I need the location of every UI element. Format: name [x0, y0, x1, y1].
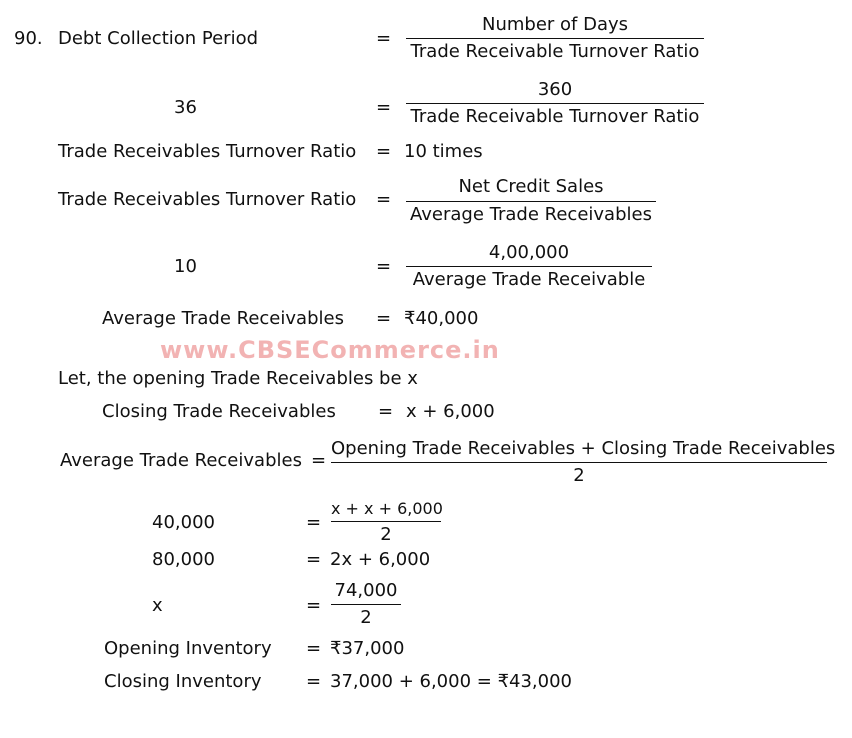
fraction-bar — [406, 266, 652, 267]
average-trade-receivables-label: Average Trade Receivables — [102, 308, 344, 329]
rhs-value: 10 times — [404, 141, 483, 162]
trade-receivables-turnover-ratio-label: Trade Receivables Turnover Ratio — [58, 141, 357, 162]
fraction-numerator: Net Credit Sales — [458, 176, 604, 197]
equals-sign: = — [376, 97, 392, 118]
fraction-denominator: 2 — [380, 524, 392, 545]
lhs-value: 36 — [174, 97, 197, 118]
variable-x: x — [152, 595, 163, 616]
equals-sign: = — [376, 189, 392, 210]
debt-collection-period-label: Debt Collection Period — [58, 28, 259, 49]
opening-inventory-label: Opening Inventory — [104, 638, 272, 659]
assumption-statement: Let, the opening Trade Receivables be x — [58, 368, 418, 389]
fraction-numerator: x + x + 6,000 — [331, 499, 443, 518]
rhs-value: 2x + 6,000 — [330, 549, 431, 570]
fraction-bar — [406, 38, 704, 39]
fraction-bar — [331, 462, 827, 463]
fraction-denominator: Average Trade Receivables — [410, 204, 652, 225]
closing-trade-receivables-label: Closing Trade Receivables — [102, 401, 336, 422]
fraction-numerator: 74,000 — [334, 580, 398, 601]
equals-sign: = — [306, 512, 322, 533]
fraction-numerator: 360 — [537, 79, 573, 100]
average-trade-receivables-label: Average Trade Receivables — [60, 450, 302, 471]
lhs-value: 40,000 — [152, 512, 215, 533]
fraction-numerator: Number of Days — [481, 14, 629, 35]
equals-sign: = — [376, 308, 392, 329]
fraction-denominator: 2 — [360, 607, 372, 628]
question-number: 90. — [14, 28, 43, 49]
equals-sign: = — [376, 141, 392, 162]
fraction-denominator: 2 — [573, 465, 585, 486]
trade-receivables-turnover-ratio-label: Trade Receivables Turnover Ratio — [58, 189, 357, 210]
fraction-bar — [406, 103, 704, 104]
fraction-bar — [406, 201, 656, 202]
rhs-value: ₹37,000 — [330, 638, 405, 659]
fraction-denominator: Average Trade Receivable — [412, 269, 646, 290]
lhs-value: 10 — [174, 256, 197, 277]
lhs-value: 80,000 — [152, 549, 215, 570]
rhs-value: ₹40,000 — [404, 308, 479, 329]
equals-sign: = — [306, 638, 322, 659]
fraction-denominator: Trade Receivable Turnover Ratio — [410, 41, 700, 62]
fraction-numerator: 4,00,000 — [488, 242, 570, 263]
fraction-bar — [331, 521, 441, 522]
fraction-numerator: Opening Trade Receivables + Closing Trade Receivables — [331, 438, 836, 459]
equals-sign: = — [306, 549, 322, 570]
equals-sign: = — [378, 401, 394, 422]
fraction-denominator: Trade Receivable Turnover Ratio — [410, 106, 700, 127]
rhs-value: 37,000 + 6,000 = ₹43,000 — [330, 671, 572, 692]
equals-sign: = — [376, 256, 392, 277]
fraction-bar — [331, 604, 401, 605]
equals-sign: = — [306, 595, 322, 616]
closing-inventory-label: Closing Inventory — [104, 671, 262, 692]
equals-sign: = — [306, 671, 322, 692]
rhs-value: x + 6,000 — [406, 401, 495, 422]
watermark: www.CBSECommerce.in — [160, 336, 500, 364]
equals-sign: = — [311, 450, 327, 471]
equals-sign: = — [376, 28, 392, 49]
